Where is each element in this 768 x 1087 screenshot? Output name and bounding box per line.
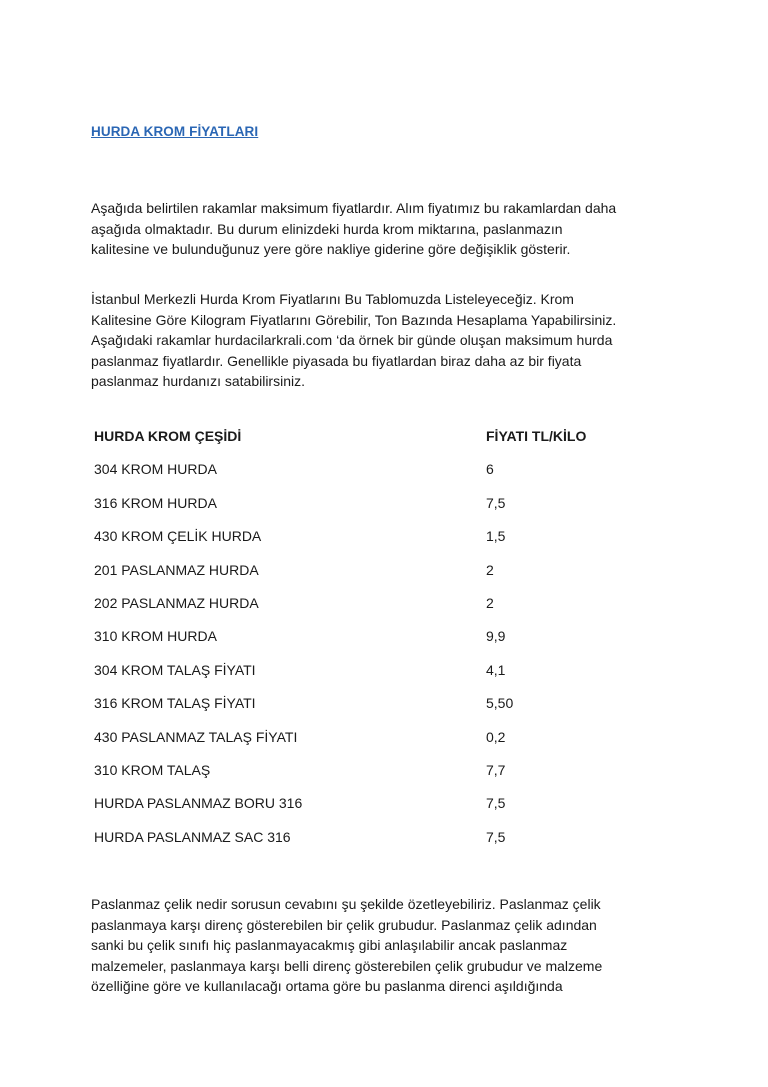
row-type: 316 KROM HURDA <box>94 494 217 511</box>
price-table <box>94 428 654 862</box>
row-type: 430 KROM ÇELİK HURDA <box>94 528 262 545</box>
row-price: 7,5 <box>486 795 506 812</box>
table-row <box>94 795 654 828</box>
paragraph-line: Aşağıda belirtilen rakamlar maksimum fiyatlardır. Alım fiyatımız bu rakamlardan daha <box>91 200 617 216</box>
table-row <box>94 461 654 494</box>
table-header-row <box>94 428 654 461</box>
paragraph-line: Aşağıdaki rakamlar hurdacilarkrali.com ‘da örnek bir günde oluşan maksimum hurda <box>91 332 613 348</box>
paragraph-line: kalitesine ve bulunduğunuz yere göre nakliye giderine göre değişiklik gösterir. <box>91 241 571 257</box>
table-row <box>94 695 654 728</box>
row-type: HURDA PASLANMAZ BORU 316 <box>94 795 303 812</box>
table-row <box>94 729 654 762</box>
paragraph-line: Paslanmaz çelik nedir sorusun cevabını şu şekilde özetleyebiliriz. Paslanmaz çelik <box>91 896 601 912</box>
page-title[interactable]: HURDA KROM FİYATLARI <box>91 124 259 139</box>
paragraph-line: Kalitesine Göre Kilogram Fiyatlarını Görebilir, Ton Bazında Hesaplama Yapabilirsiniz. <box>91 311 617 328</box>
row-price: 2 <box>486 594 494 611</box>
table-row <box>94 528 654 561</box>
row-type: 430 PASLANMAZ TALAŞ FİYATI <box>94 728 298 745</box>
paragraph-line: malzemeler, paslanmaya karşı belli direnç gösterebilen çelik grubudur ve malzeme <box>91 957 603 974</box>
row-type: 201 PASLANMAZ HURDA <box>94 561 259 578</box>
paragraph-line: paslanmaya karşı direnç gösterebilen bir çelik grubudur. Paslanmaz çelik adından <box>91 916 597 933</box>
paragraph-line: paslanmaz hurdanızı satabilirsiniz. <box>91 373 305 389</box>
row-price: 4,1 <box>486 661 506 678</box>
table-row <box>94 495 654 528</box>
header-type: HURDA KROM ÇEŞİDİ <box>94 428 242 444</box>
row-price: 2 <box>486 561 494 578</box>
row-type: 202 PASLANMAZ HURDA <box>94 594 259 611</box>
paragraph-line: sanki bu çelik sınıfı hiç paslanmayacakmış gibi anlaşılabilir ancak paslanmaz <box>91 937 568 953</box>
table-row <box>94 829 654 862</box>
header-price: FİYATI TL/KİLO <box>486 428 587 444</box>
row-type: 304 KROM HURDA <box>94 461 217 478</box>
definition-paragraph <box>91 894 691 997</box>
table-row <box>94 595 654 628</box>
row-price: 6 <box>486 461 494 478</box>
info-paragraph <box>91 289 691 392</box>
paragraph-line: aşağıda olmaktadır. Bu durum elinizdeki hurda krom miktarına, paslanmazın <box>91 220 563 237</box>
row-type: 304 KROM TALAŞ FİYATI <box>94 661 256 678</box>
table-row <box>94 628 654 661</box>
row-price: 9,9 <box>486 628 506 645</box>
row-type: 310 KROM TALAŞ <box>94 761 211 778</box>
row-price: 7,5 <box>486 828 506 845</box>
row-type: HURDA PASLANMAZ SAC 316 <box>94 828 291 845</box>
paragraph-line: paslanmaz fiyatlardır. Genellikle piyasada bu fiyatlardan biraz daha az bir fiyata <box>91 352 582 369</box>
row-type: 310 KROM HURDA <box>94 628 217 645</box>
paragraph-line: özelliğine göre ve kullanılacağı ortama göre bu paslanma direnci aşıldığında <box>91 978 563 994</box>
row-type: 316 KROM TALAŞ FİYATI <box>94 695 256 712</box>
row-price: 0,2 <box>486 728 506 745</box>
row-price: 5,50 <box>486 695 514 712</box>
table-row <box>94 562 654 595</box>
paragraph-line: İstanbul Merkezli Hurda Krom Fiyatlarını Bu Tablomuzda Listeleyeceğiz. Krom <box>91 291 574 307</box>
row-price: 7,7 <box>486 761 506 778</box>
table-row <box>94 762 654 795</box>
row-price: 7,5 <box>486 494 506 511</box>
row-price: 1,5 <box>486 528 506 545</box>
table-row <box>94 662 654 695</box>
intro-paragraph <box>91 198 691 260</box>
